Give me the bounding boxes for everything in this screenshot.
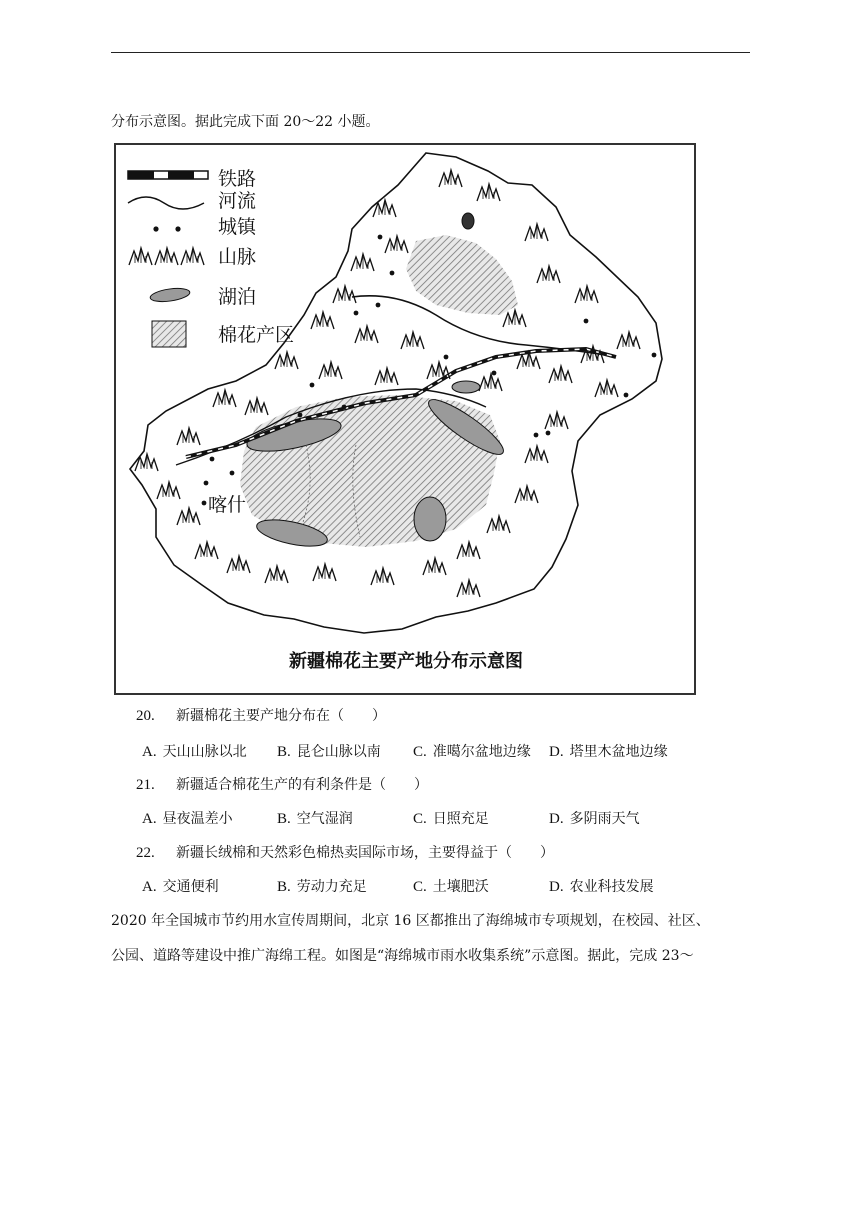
question-22-option-a[interactable]	[142, 877, 219, 897]
option-text: 昼夜温差小	[162, 811, 233, 827]
option-letter: D.	[549, 811, 564, 827]
option-text: 塔里木盆地边缘	[569, 744, 668, 760]
option-letter: A.	[142, 879, 157, 895]
question-21-option-d[interactable]	[549, 809, 640, 829]
question-22-option-c[interactable]	[413, 877, 489, 897]
passage-line-2: 公园、道路等建设中推广海绵工程。如图是“海绵城市雨水收集系统”示意图。据此，完成 23～	[111, 948, 694, 964]
passage-line-1: 2020 年全国城市节约用水宣传周期间，北京 16 区都推出了海绵城市专项规划，在校园、社区、	[111, 913, 710, 929]
map-caption: 新疆棉花主要产地分布示意图	[289, 651, 523, 671]
legend-river-label: 河流	[218, 191, 257, 212]
option-text: 天山山脉以北	[162, 744, 247, 760]
question-22-option-d[interactable]	[549, 877, 654, 897]
legend-cotton-label: 棉花产区	[218, 325, 295, 346]
option-letter: A.	[142, 744, 157, 760]
option-text: 交通便利	[162, 879, 219, 895]
intro-text: 分布示意图。据此完成下面 20～22 小题。	[111, 114, 380, 130]
lake-5	[452, 381, 480, 393]
question-21-stem: 新疆适合棉花生产的有利条件是（ ）	[176, 777, 428, 793]
option-letter: D.	[549, 879, 564, 895]
region-outline	[130, 153, 662, 633]
question-21	[136, 775, 428, 795]
option-text: 昆仑山脉以南	[296, 744, 381, 760]
option-letter: C.	[413, 879, 427, 895]
option-letter: A.	[142, 811, 157, 827]
question-21-option-b[interactable]	[277, 809, 353, 829]
option-letter: B.	[277, 879, 291, 895]
option-text: 劳动力充足	[296, 879, 367, 895]
map-legend	[128, 168, 294, 347]
question-22-stem: 新疆长绒棉和天然彩色棉热卖国际市场，主要得益于（ ）	[176, 845, 554, 861]
question-22	[136, 843, 554, 863]
xinjiang-cotton-map	[114, 143, 696, 695]
legend-lake-label: 湖泊	[218, 287, 257, 308]
question-21-option-c[interactable]	[413, 809, 489, 829]
legend-town-label: 城镇	[218, 217, 257, 238]
option-text: 农业科技发展	[569, 879, 654, 895]
question-22-option-b[interactable]	[277, 877, 367, 897]
question-20-option-d[interactable]	[549, 742, 668, 762]
option-letter: D.	[549, 744, 564, 760]
question-20-option-a[interactable]	[142, 742, 247, 762]
question-20-number: 20.	[136, 708, 155, 724]
city-label-kashgar: 喀什	[208, 495, 247, 516]
option-text: 土壤肥沃	[432, 879, 489, 895]
lake-4	[414, 497, 446, 541]
question-20-option-c[interactable]	[413, 742, 531, 762]
question-22-number: 22.	[136, 845, 155, 861]
option-letter: B.	[277, 744, 291, 760]
question-21-option-a[interactable]	[142, 809, 233, 829]
question-21-number: 21.	[136, 777, 155, 793]
legend-mountain-label: 山脉	[218, 247, 257, 268]
option-letter: B.	[277, 811, 291, 827]
header-rule	[111, 52, 750, 53]
option-text: 空气湿润	[296, 811, 353, 827]
option-letter: C.	[413, 811, 427, 827]
option-text: 多阴雨天气	[569, 811, 640, 827]
question-20-option-b[interactable]	[277, 742, 381, 762]
option-text: 日照充足	[432, 811, 489, 827]
question-20	[136, 706, 386, 726]
question-20-stem: 新疆棉花主要产地分布在（ ）	[176, 708, 386, 724]
lake-6	[462, 213, 474, 229]
option-letter: C.	[413, 744, 427, 760]
option-text: 准噶尔盆地边缘	[432, 744, 531, 760]
legend-railway-label: 铁路	[218, 169, 257, 190]
